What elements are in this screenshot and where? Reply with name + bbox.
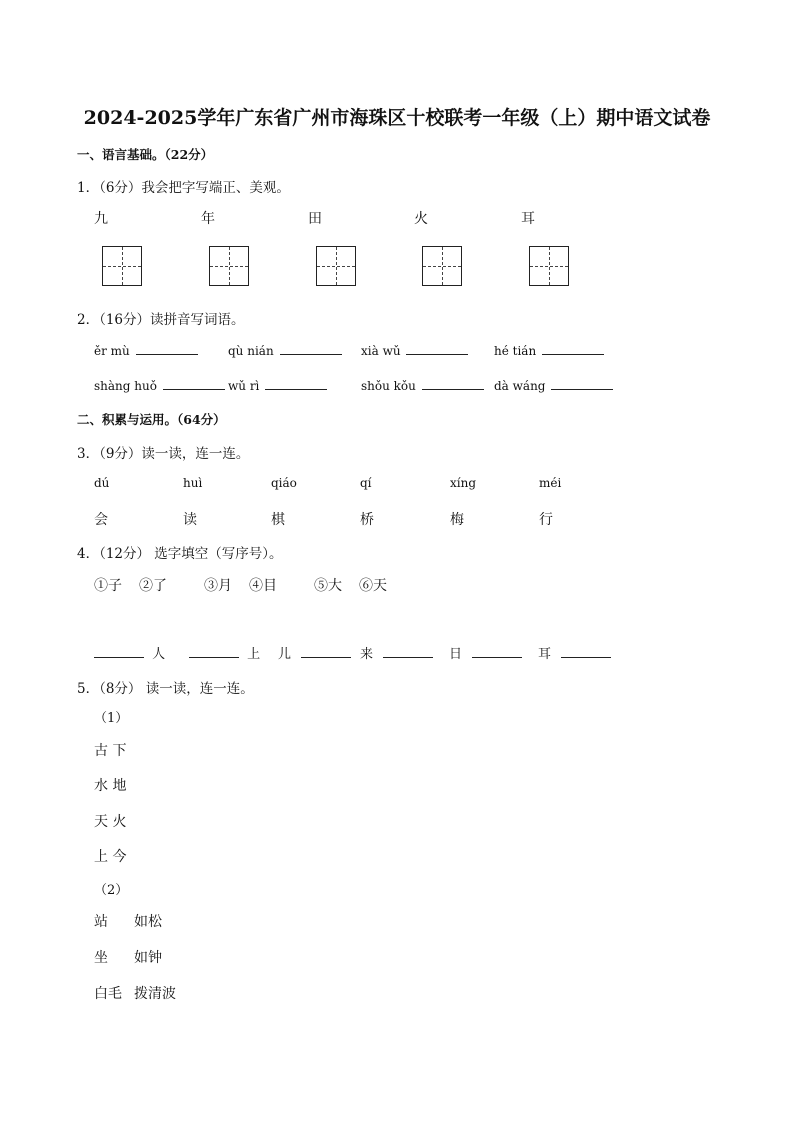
q5-pair[interactable]: 水 地 — [94, 778, 127, 794]
q2-pinyin-item — [494, 342, 604, 358]
q3-pinyin: qiáo — [271, 476, 297, 490]
question-1-prompt: 1．（6分）我会把字写端正、美观。 — [77, 180, 290, 196]
q2-pinyin-item — [94, 377, 225, 393]
q2-pinyin-item — [94, 342, 198, 358]
answer-blank[interactable] — [136, 342, 198, 355]
answer-blank[interactable] — [280, 342, 342, 355]
q3-char[interactable]: 棋 — [271, 512, 285, 528]
q4-fill-item — [278, 643, 351, 662]
pinyin-text: shàng huǒ — [94, 379, 157, 393]
q3-char[interactable]: 梅 — [450, 512, 464, 528]
q4-fill-item — [449, 643, 522, 662]
q3-pinyin: méi — [539, 476, 562, 490]
writing-grid-box[interactable] — [529, 246, 569, 286]
q5-pair[interactable]: 上 今 — [94, 849, 127, 865]
q4-option: ⑥天 — [359, 578, 387, 594]
answer-blank[interactable] — [551, 377, 613, 390]
q4-option: ⑤大 — [314, 578, 342, 594]
q5-part-label: （1） — [94, 711, 129, 726]
q5-right-word[interactable]: 如钟 — [134, 950, 162, 966]
q3-pinyin: dú — [94, 476, 110, 490]
q1-char: 九 — [94, 211, 108, 227]
pinyin-text: dà wáng — [494, 379, 546, 393]
q2-pinyin-item — [361, 342, 468, 358]
q2-pinyin-item — [494, 377, 613, 393]
section-heading-1: 一、语言基础。（22分） — [77, 147, 214, 162]
pinyin-text: hé tián — [494, 344, 537, 358]
q4-fill-item — [94, 643, 165, 662]
pinyin-text: qù nián — [228, 344, 274, 358]
question-3-prompt: 3．（9分）读一读，连一连。 — [77, 446, 250, 462]
writing-grid-box[interactable] — [209, 246, 249, 286]
q4-option: ②了 — [139, 578, 167, 594]
q4-fill-char: 日 — [449, 647, 463, 662]
answer-blank[interactable] — [561, 646, 611, 658]
answer-blank[interactable] — [265, 377, 327, 390]
q1-char: 耳 — [521, 211, 535, 227]
answer-blank[interactable] — [383, 646, 433, 658]
answer-blank[interactable] — [301, 646, 351, 658]
pinyin-text: shǒu kǒu — [361, 379, 416, 393]
pinyin-text: ěr mù — [94, 344, 130, 358]
q4-option: ③月 — [204, 578, 232, 594]
q5-right-word[interactable]: 拨清波 — [134, 986, 176, 1002]
question-4-prompt: 4．（12分） 选字填空（写序号）。 — [77, 546, 283, 562]
section-heading-2: 二、积累与运用。（64分） — [77, 412, 226, 427]
q5-right-word[interactable]: 如松 — [134, 914, 162, 930]
q4-fill-char: 人 — [152, 647, 166, 662]
q1-char: 火 — [414, 211, 428, 227]
q4-fill-char: 来 — [360, 647, 374, 662]
pinyin-text: wǔ rì — [228, 379, 260, 393]
q3-pinyin: qí — [360, 476, 372, 490]
answer-blank[interactable] — [94, 646, 144, 658]
q4-option: ④目 — [249, 578, 277, 594]
answer-blank[interactable] — [542, 342, 604, 355]
q3-char[interactable]: 桥 — [360, 512, 374, 528]
q3-char[interactable]: 行 — [539, 512, 553, 528]
q3-pinyin: xíng — [450, 476, 477, 490]
answer-blank[interactable] — [163, 377, 225, 390]
q4-fill-item — [189, 643, 260, 662]
answer-blank[interactable] — [472, 646, 522, 658]
q4-fill-char: 儿 — [278, 647, 292, 662]
q5-left-word[interactable]: 白毛 — [94, 986, 122, 1002]
pinyin-text: xià wǔ — [361, 344, 401, 358]
writing-grid-box[interactable] — [102, 246, 142, 286]
q4-fill-char: 耳 — [538, 647, 552, 662]
q3-char[interactable]: 会 — [94, 512, 108, 528]
answer-blank[interactable] — [189, 646, 239, 658]
writing-grid-box[interactable] — [316, 246, 356, 286]
q5-pair[interactable]: 天 火 — [94, 814, 127, 830]
q3-char[interactable]: 读 — [183, 512, 197, 528]
answer-blank[interactable] — [422, 377, 484, 390]
page-title: 2024-2025学年广东省广州市海珠区十校联考一年级（上）期中语文试卷 — [83, 107, 711, 129]
q2-pinyin-item — [361, 377, 484, 393]
question-5-prompt: 5．（8分） 读一读，连一连。 — [77, 681, 254, 697]
q2-pinyin-item — [228, 342, 342, 358]
q1-char: 年 — [201, 211, 215, 227]
q3-pinyin: huì — [183, 476, 203, 490]
q5-left-word[interactable]: 坐 — [94, 950, 108, 966]
q4-fill-item — [360, 643, 433, 662]
question-2-prompt: 2．（16分）读拼音写词语。 — [77, 312, 245, 328]
q2-pinyin-item — [228, 377, 327, 393]
q4-option: ①子 — [94, 578, 122, 594]
q4-fill-char: 上 — [247, 647, 261, 662]
q4-fill-item — [538, 643, 611, 662]
q5-part-label: （2） — [94, 883, 129, 898]
q5-pair[interactable]: 古 下 — [94, 743, 127, 759]
writing-grid-box[interactable] — [422, 246, 462, 286]
q5-left-word[interactable]: 站 — [94, 914, 108, 930]
answer-blank[interactable] — [406, 342, 468, 355]
q1-char: 田 — [308, 211, 322, 227]
